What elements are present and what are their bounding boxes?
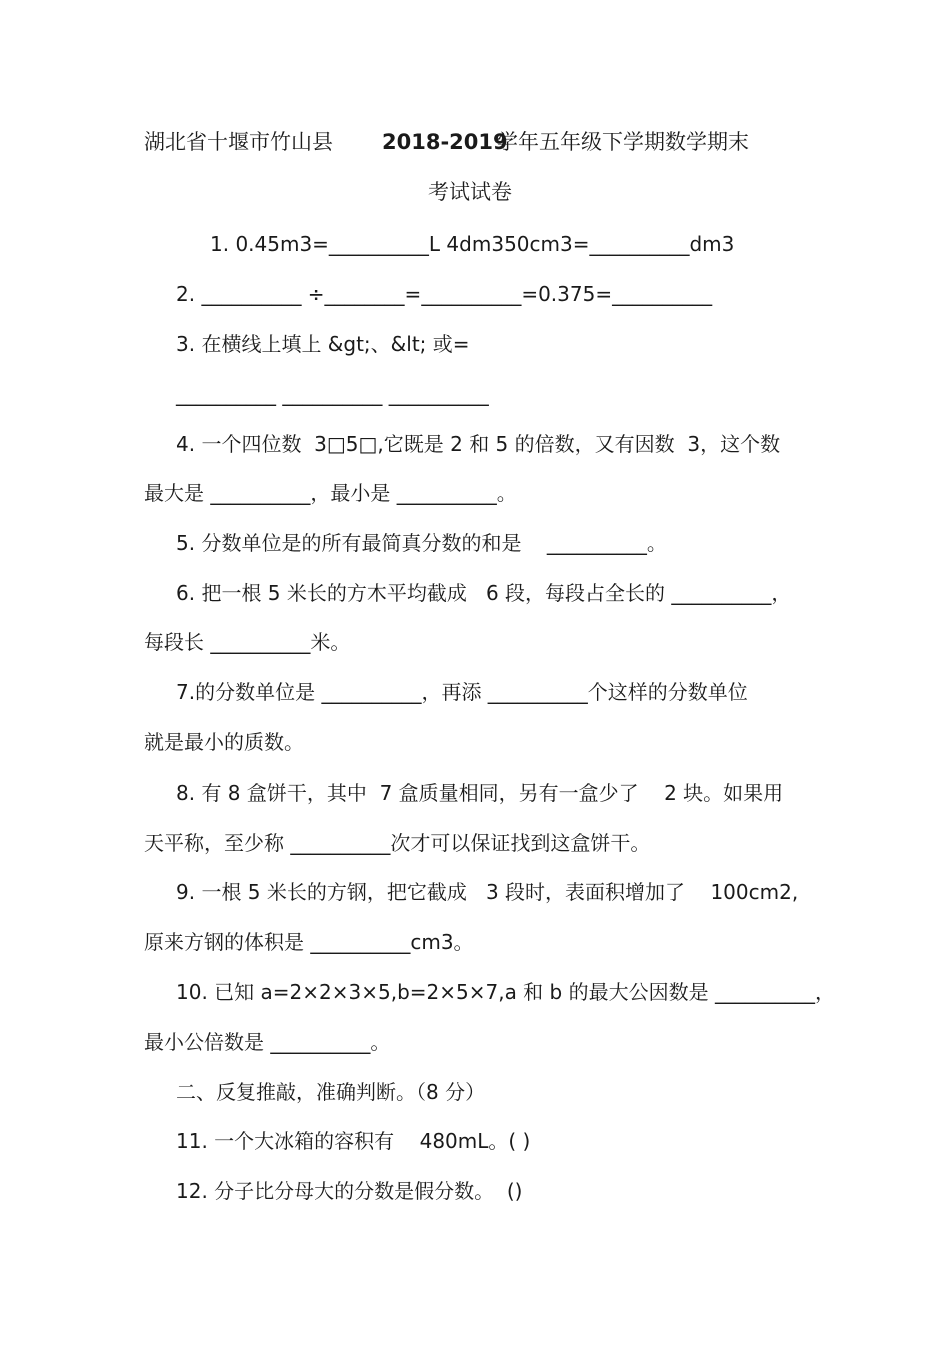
title-subject: 学年五年级下学期数学期末 [497, 130, 749, 154]
title-region: 湖北省十堰市竹山县 [144, 130, 333, 154]
exam-page: 湖北省十堰市竹山县 2018-2019 学年五年级下学期数学期末 考试试卷 1. 0.45m3=__________L 4dm350cm3=__________dm3 2. __________ ÷________=__________=0.375=__________ 3. 在横线上填上 &gt;、&lt; 或= __________ __________ __________ 4. 一个四位数 3□5□,它既是 2 和 5 的倍数，又有因数 3，这个数 最大是 __________，最小是 __________。 5. 分数单位是的所有最简真分数的和是 __________。 6. 把一根 5 米长的方木平均截成 6 段，每段占全长的 __________， 每段长 __________米。 7.的分数单位是 __________，再添 __________个这样的分数单位 就是最小的质数。 8. 有 8 盒饼干，其中 7 盒质量相同，另有一盒少了 2 块。如果用 天平称，至少称 __________次才可以保证找到这盒饼干。 9. 一根 5 米长的方钢，把它截成 3 段时，表面积增加了 100cm2, 原来方钢的体积是 __________cm3。 10. 已知 a=2×2×3×5,b=2×5×7,a 和 b 的最大公因数是 __________， 最小公倍数是 __________。 二、反复推敲，准确判断。（8 分） 11. 一个大冰箱的容积有 480mL。( ) 12. 分子比分母大的分数是假分数。 () [144, 130, 835, 1203]
title-year: 2018-2019 [382, 130, 508, 154]
title-exam: 考试试卷 [428, 180, 512, 204]
